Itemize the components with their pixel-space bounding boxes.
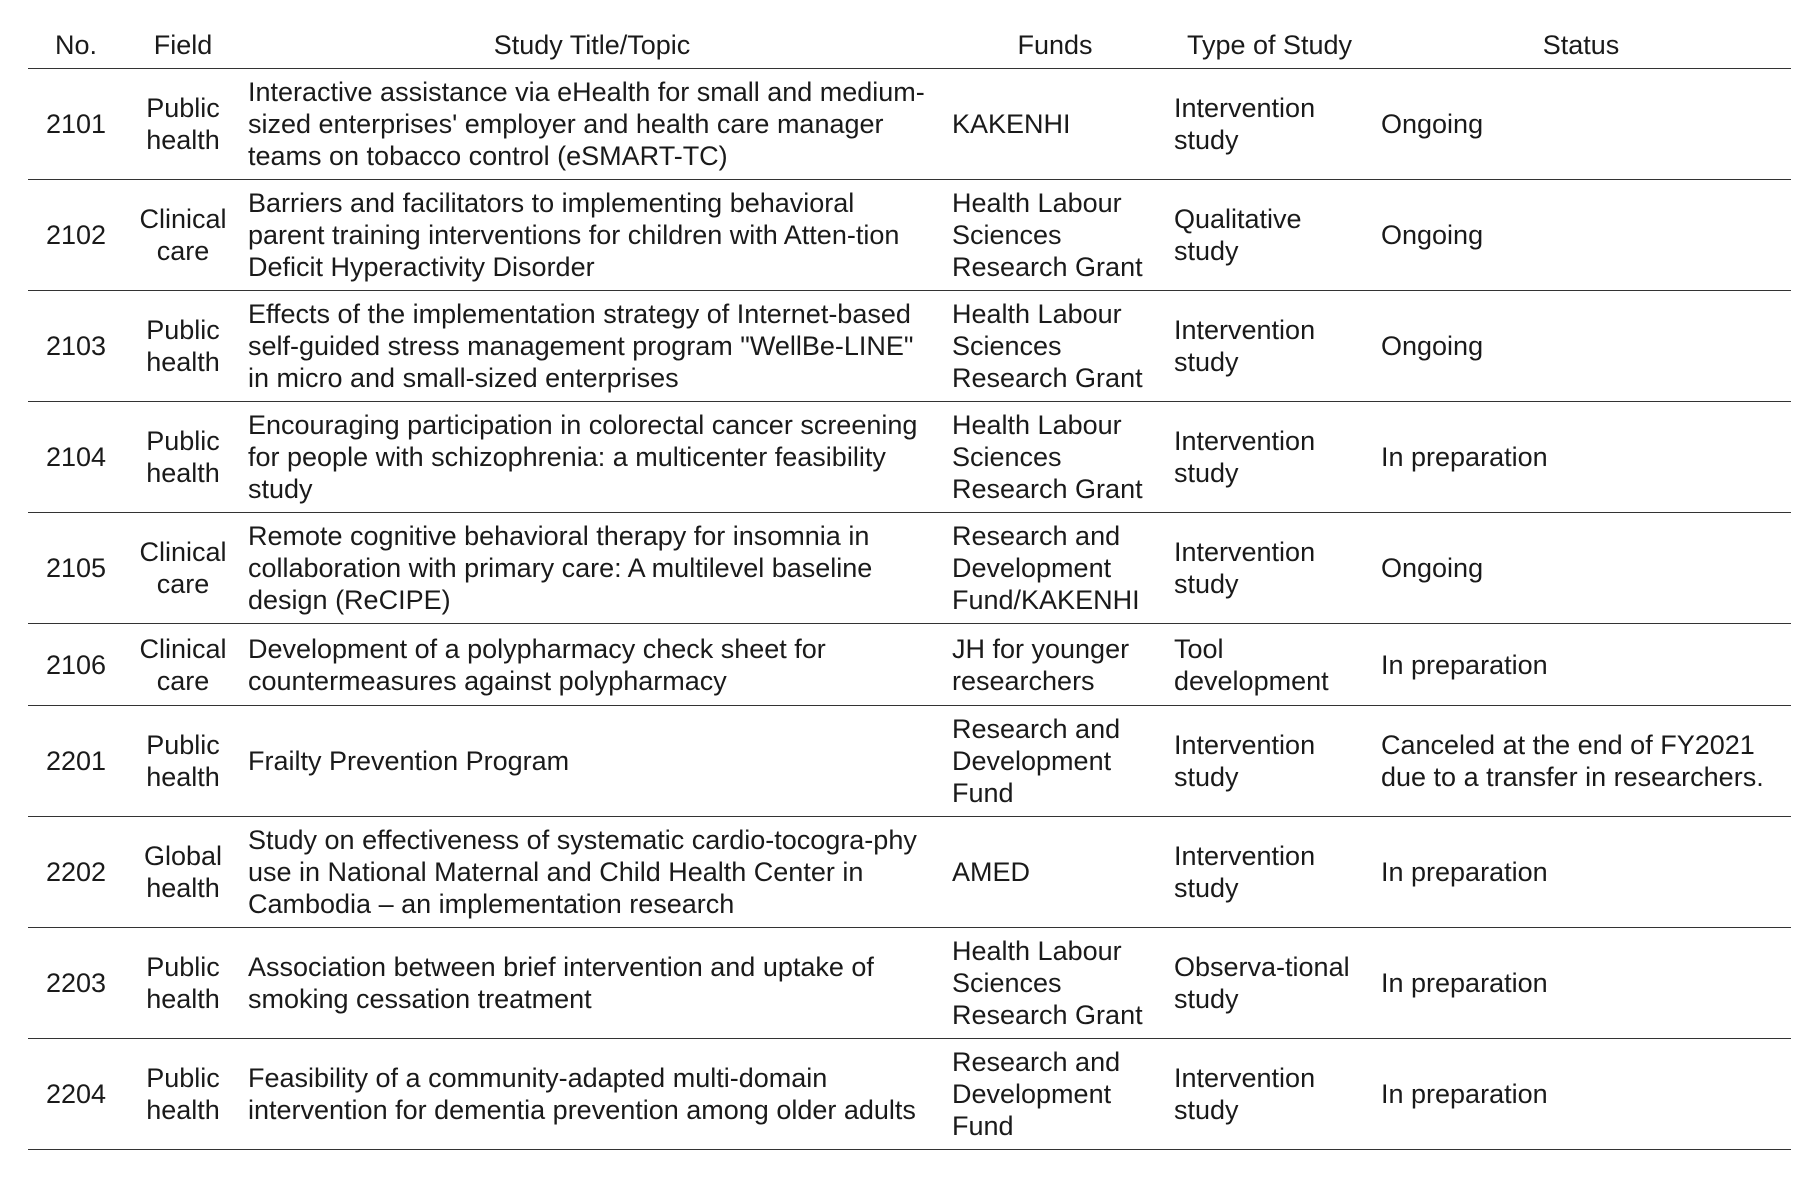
cell-field: Public health [124,291,242,402]
cell-title: Feasibility of a community-adapted multi-domain intervention for dementia prevention among older adults [242,1039,942,1150]
cell-no: 2203 [28,928,124,1039]
table-row [28,624,1791,706]
studies-table-container [28,22,1791,1150]
cell-field: Public health [124,706,242,817]
cell-type: Observa-tional study [1168,928,1371,1039]
cell-title: Frailty Prevention Program [242,706,942,817]
cell-status: Ongoing [1371,180,1791,291]
cell-field: Clinical care [124,513,242,624]
cell-funds: Research and Development Fund [942,1039,1168,1150]
cell-title: Encouraging participation in colorectal cancer screening for people with schizophrenia: a multicenter feasibility study [242,402,942,513]
cell-funds: Research and Development Fund [942,706,1168,817]
header-funds: Funds [942,22,1168,69]
cell-title: Effects of the implementation strategy of Internet-based self-guided stress management program "WellBe-LINE" in micro and small-sized enterprises [242,291,942,402]
cell-type: Tool development [1168,624,1371,706]
table-header-row [28,22,1791,69]
cell-status: In preparation [1371,928,1791,1039]
cell-no: 2202 [28,817,124,928]
studies-table [28,22,1791,1150]
cell-field: Public health [124,69,242,180]
cell-type: Intervention study [1168,817,1371,928]
cell-type: Intervention study [1168,291,1371,402]
header-no: No. [28,22,124,69]
cell-funds: KAKENHI [942,69,1168,180]
cell-type: Intervention study [1168,1039,1371,1150]
cell-no: 2102 [28,180,124,291]
cell-title: Interactive assistance via eHealth for small and medium-sized enterprises' employer and health care manager teams on tobacco control (eSMART-TC) [242,69,942,180]
header-title: Study Title/Topic [242,22,942,69]
cell-title: Remote cognitive behavioral therapy for insomnia in collaboration with primary care: A multilevel baseline design (ReCIPE) [242,513,942,624]
cell-funds: Health Labour Sciences Research Grant [942,180,1168,291]
cell-funds: Health Labour Sciences Research Grant [942,291,1168,402]
table-row [28,402,1791,513]
table-body [28,69,1791,1150]
cell-status: In preparation [1371,817,1791,928]
cell-type: Qualitative study [1168,180,1371,291]
table-row [28,291,1791,402]
cell-funds: Health Labour Sciences Research Grant [942,928,1168,1039]
header-status: Status [1371,22,1791,69]
cell-field: Global health [124,817,242,928]
cell-no: 2106 [28,624,124,706]
cell-field: Clinical care [124,180,242,291]
cell-funds: Health Labour Sciences Research Grant [942,402,1168,513]
table-row [28,180,1791,291]
cell-status: In preparation [1371,624,1791,706]
cell-no: 2201 [28,706,124,817]
cell-status: Ongoing [1371,291,1791,402]
cell-title: Association between brief intervention and uptake of smoking cessation treatment [242,928,942,1039]
cell-field: Public health [124,402,242,513]
cell-no: 2101 [28,69,124,180]
cell-status: In preparation [1371,402,1791,513]
cell-title: Barriers and facilitators to implementing behavioral parent training interventions for children with Atten-tion Deficit Hyperactivity Disorder [242,180,942,291]
table-row [28,817,1791,928]
cell-funds: AMED [942,817,1168,928]
cell-no: 2204 [28,1039,124,1150]
cell-no: 2105 [28,513,124,624]
cell-funds: JH for younger researchers [942,624,1168,706]
table-row [28,928,1791,1039]
cell-title: Study on effectiveness of systematic cardio-tocogra-phy use in National Maternal and Child Health Center in Cambodia – an implementation research [242,817,942,928]
cell-type: Intervention study [1168,69,1371,180]
table-row [28,1039,1791,1150]
cell-type: Intervention study [1168,513,1371,624]
cell-status: Canceled at the end of FY2021 due to a transfer in researchers. [1371,706,1791,817]
cell-type: Intervention study [1168,402,1371,513]
cell-field: Public health [124,928,242,1039]
cell-status: Ongoing [1371,69,1791,180]
table-row [28,706,1791,817]
cell-no: 2103 [28,291,124,402]
cell-field: Clinical care [124,624,242,706]
header-type: Type of Study [1168,22,1371,69]
cell-status: Ongoing [1371,513,1791,624]
cell-title: Development of a polypharmacy check sheet for countermeasures against polypharmacy [242,624,942,706]
header-field: Field [124,22,242,69]
cell-status: In preparation [1371,1039,1791,1150]
cell-funds: Research and Development Fund/KAKENHI [942,513,1168,624]
cell-field: Public health [124,1039,242,1150]
cell-no: 2104 [28,402,124,513]
table-row [28,513,1791,624]
cell-type: Intervention study [1168,706,1371,817]
table-row [28,69,1791,180]
